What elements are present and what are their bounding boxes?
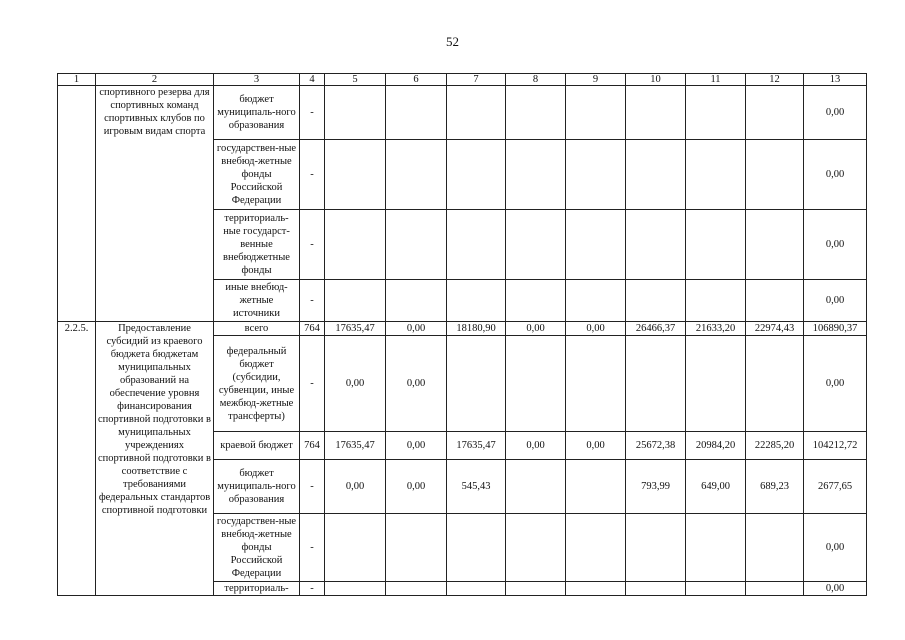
cell-col5	[325, 514, 386, 582]
funding-source-cell: территориаль-	[214, 582, 300, 596]
header-cell: 7	[447, 74, 506, 86]
cell-col7: 18180,90	[447, 322, 506, 336]
funding-source-cell: государствен-ные внебюд-жетные фонды Российской Федерации	[214, 514, 300, 582]
cell-col8	[506, 582, 566, 596]
header-cell: 11	[686, 74, 746, 86]
cell-col12	[746, 336, 804, 432]
cell-col4: 764	[300, 322, 325, 336]
header-cell: 5	[325, 74, 386, 86]
cell-col4: -	[300, 280, 325, 322]
cell-col6	[386, 582, 447, 596]
cell-col10: 25672,38	[626, 432, 686, 460]
cell-col13: 0,00	[804, 582, 867, 596]
cell-col12: 22974,43	[746, 322, 804, 336]
cell-col12: 22285,20	[746, 432, 804, 460]
cell-col4: -	[300, 86, 325, 140]
header-cell: 12	[746, 74, 804, 86]
funding-source-cell: всего	[214, 322, 300, 336]
funding-source-cell: бюджет муниципаль-ного образования	[214, 460, 300, 514]
cell-col13: 104212,72	[804, 432, 867, 460]
cell-col5: 17635,47	[325, 322, 386, 336]
cell-col9: 0,00	[566, 322, 626, 336]
item-name-cell: спортивного резерва для спортивных команд спортивных клубов по игровым видам спорта	[96, 86, 214, 322]
cell-col6: 0,00	[386, 460, 447, 514]
funding-source-cell: государствен-ные внебюд-жетные фонды Российской Федерации	[214, 140, 300, 210]
cell-col8	[506, 336, 566, 432]
header-cell: 8	[506, 74, 566, 86]
cell-col13: 0,00	[804, 514, 867, 582]
cell-col11: 20984,20	[686, 432, 746, 460]
cell-col8	[506, 460, 566, 514]
cell-col8: 0,00	[506, 432, 566, 460]
cell-col11: 649,00	[686, 460, 746, 514]
cell-col7: 17635,47	[447, 432, 506, 460]
cell-col10	[626, 582, 686, 596]
cell-col4: 764	[300, 432, 325, 460]
cell-col13: 0,00	[804, 280, 867, 322]
cell-col9	[566, 514, 626, 582]
funding-source-cell: территориаль-ные государст-венные внебюджетные фонды	[214, 210, 300, 280]
header-cell: 6	[386, 74, 447, 86]
cell-col13: 0,00	[804, 210, 867, 280]
cell-col6: 0,00	[386, 322, 447, 336]
cell-col6	[386, 514, 447, 582]
cell-col5: 0,00	[325, 336, 386, 432]
budget-table	[57, 73, 867, 596]
cell-col9	[566, 582, 626, 596]
cell-col4: -	[300, 210, 325, 280]
cell-col13: 0,00	[804, 86, 867, 140]
header-cell: 3	[214, 74, 300, 86]
cell-col10	[626, 336, 686, 432]
cell-col4: -	[300, 336, 325, 432]
table-row	[58, 86, 867, 140]
cell-col10: 793,99	[626, 460, 686, 514]
funding-source-cell: краевой бюджет	[214, 432, 300, 460]
table-row	[58, 322, 867, 336]
cell-col4: -	[300, 460, 325, 514]
cell-col6: 0,00	[386, 432, 447, 460]
cell-col13: 2677,65	[804, 460, 867, 514]
cell-col7	[447, 514, 506, 582]
cell-col9	[566, 336, 626, 432]
cell-col11: 21633,20	[686, 322, 746, 336]
cell-col7: 545,43	[447, 460, 506, 514]
funding-source-cell: иные внебюд-жетные источники	[214, 280, 300, 322]
header-cell: 9	[566, 74, 626, 86]
cell-col10: 26466,37	[626, 322, 686, 336]
header-cell: 2	[96, 74, 214, 86]
cell-col13: 0,00	[804, 140, 867, 210]
funding-source-cell: бюджет муниципаль-ного образования	[214, 86, 300, 140]
header-cell: 1	[58, 74, 96, 86]
cell-col5: 0,00	[325, 460, 386, 514]
cell-col7	[447, 582, 506, 596]
cell-col13: 106890,37	[804, 322, 867, 336]
header-cell: 13	[804, 74, 867, 86]
cell-col4: -	[300, 140, 325, 210]
cell-col11	[686, 514, 746, 582]
cell-col7	[447, 336, 506, 432]
cell-col11	[686, 336, 746, 432]
cell-col9	[566, 460, 626, 514]
cell-col8	[506, 514, 566, 582]
cell-col11	[686, 582, 746, 596]
cell-col12	[746, 514, 804, 582]
funding-source-cell: федеральный бюджет (субсидии, субвенции, иные межбюд-жетные трансферты)	[214, 336, 300, 432]
header-row	[58, 74, 867, 86]
item-code-cell: 2.2.5.	[58, 322, 96, 596]
cell-col12	[746, 582, 804, 596]
cell-col5: 17635,47	[325, 432, 386, 460]
cell-col10	[626, 514, 686, 582]
cell-col5	[325, 582, 386, 596]
cell-col8: 0,00	[506, 322, 566, 336]
cell-col12: 689,23	[746, 460, 804, 514]
header-cell: 10	[626, 74, 686, 86]
cell-col9: 0,00	[566, 432, 626, 460]
cell-col6: 0,00	[386, 336, 447, 432]
header-cell: 4	[300, 74, 325, 86]
cell-col4: -	[300, 514, 325, 582]
item-code-cell	[58, 86, 96, 322]
item-name-cell: Предоставление субсидий из краевого бюджета бюджетам муниципальных образований на обеспечение уровня финансирования спортивной подготовки в муниципальных учреждениях спортивной подготовки в соответствие с требованиями федеральных стандартов спортивной подготовки	[96, 322, 214, 596]
cell-col13: 0,00	[804, 336, 867, 432]
cell-col4: -	[300, 582, 325, 596]
page-number: 52	[446, 34, 459, 49]
